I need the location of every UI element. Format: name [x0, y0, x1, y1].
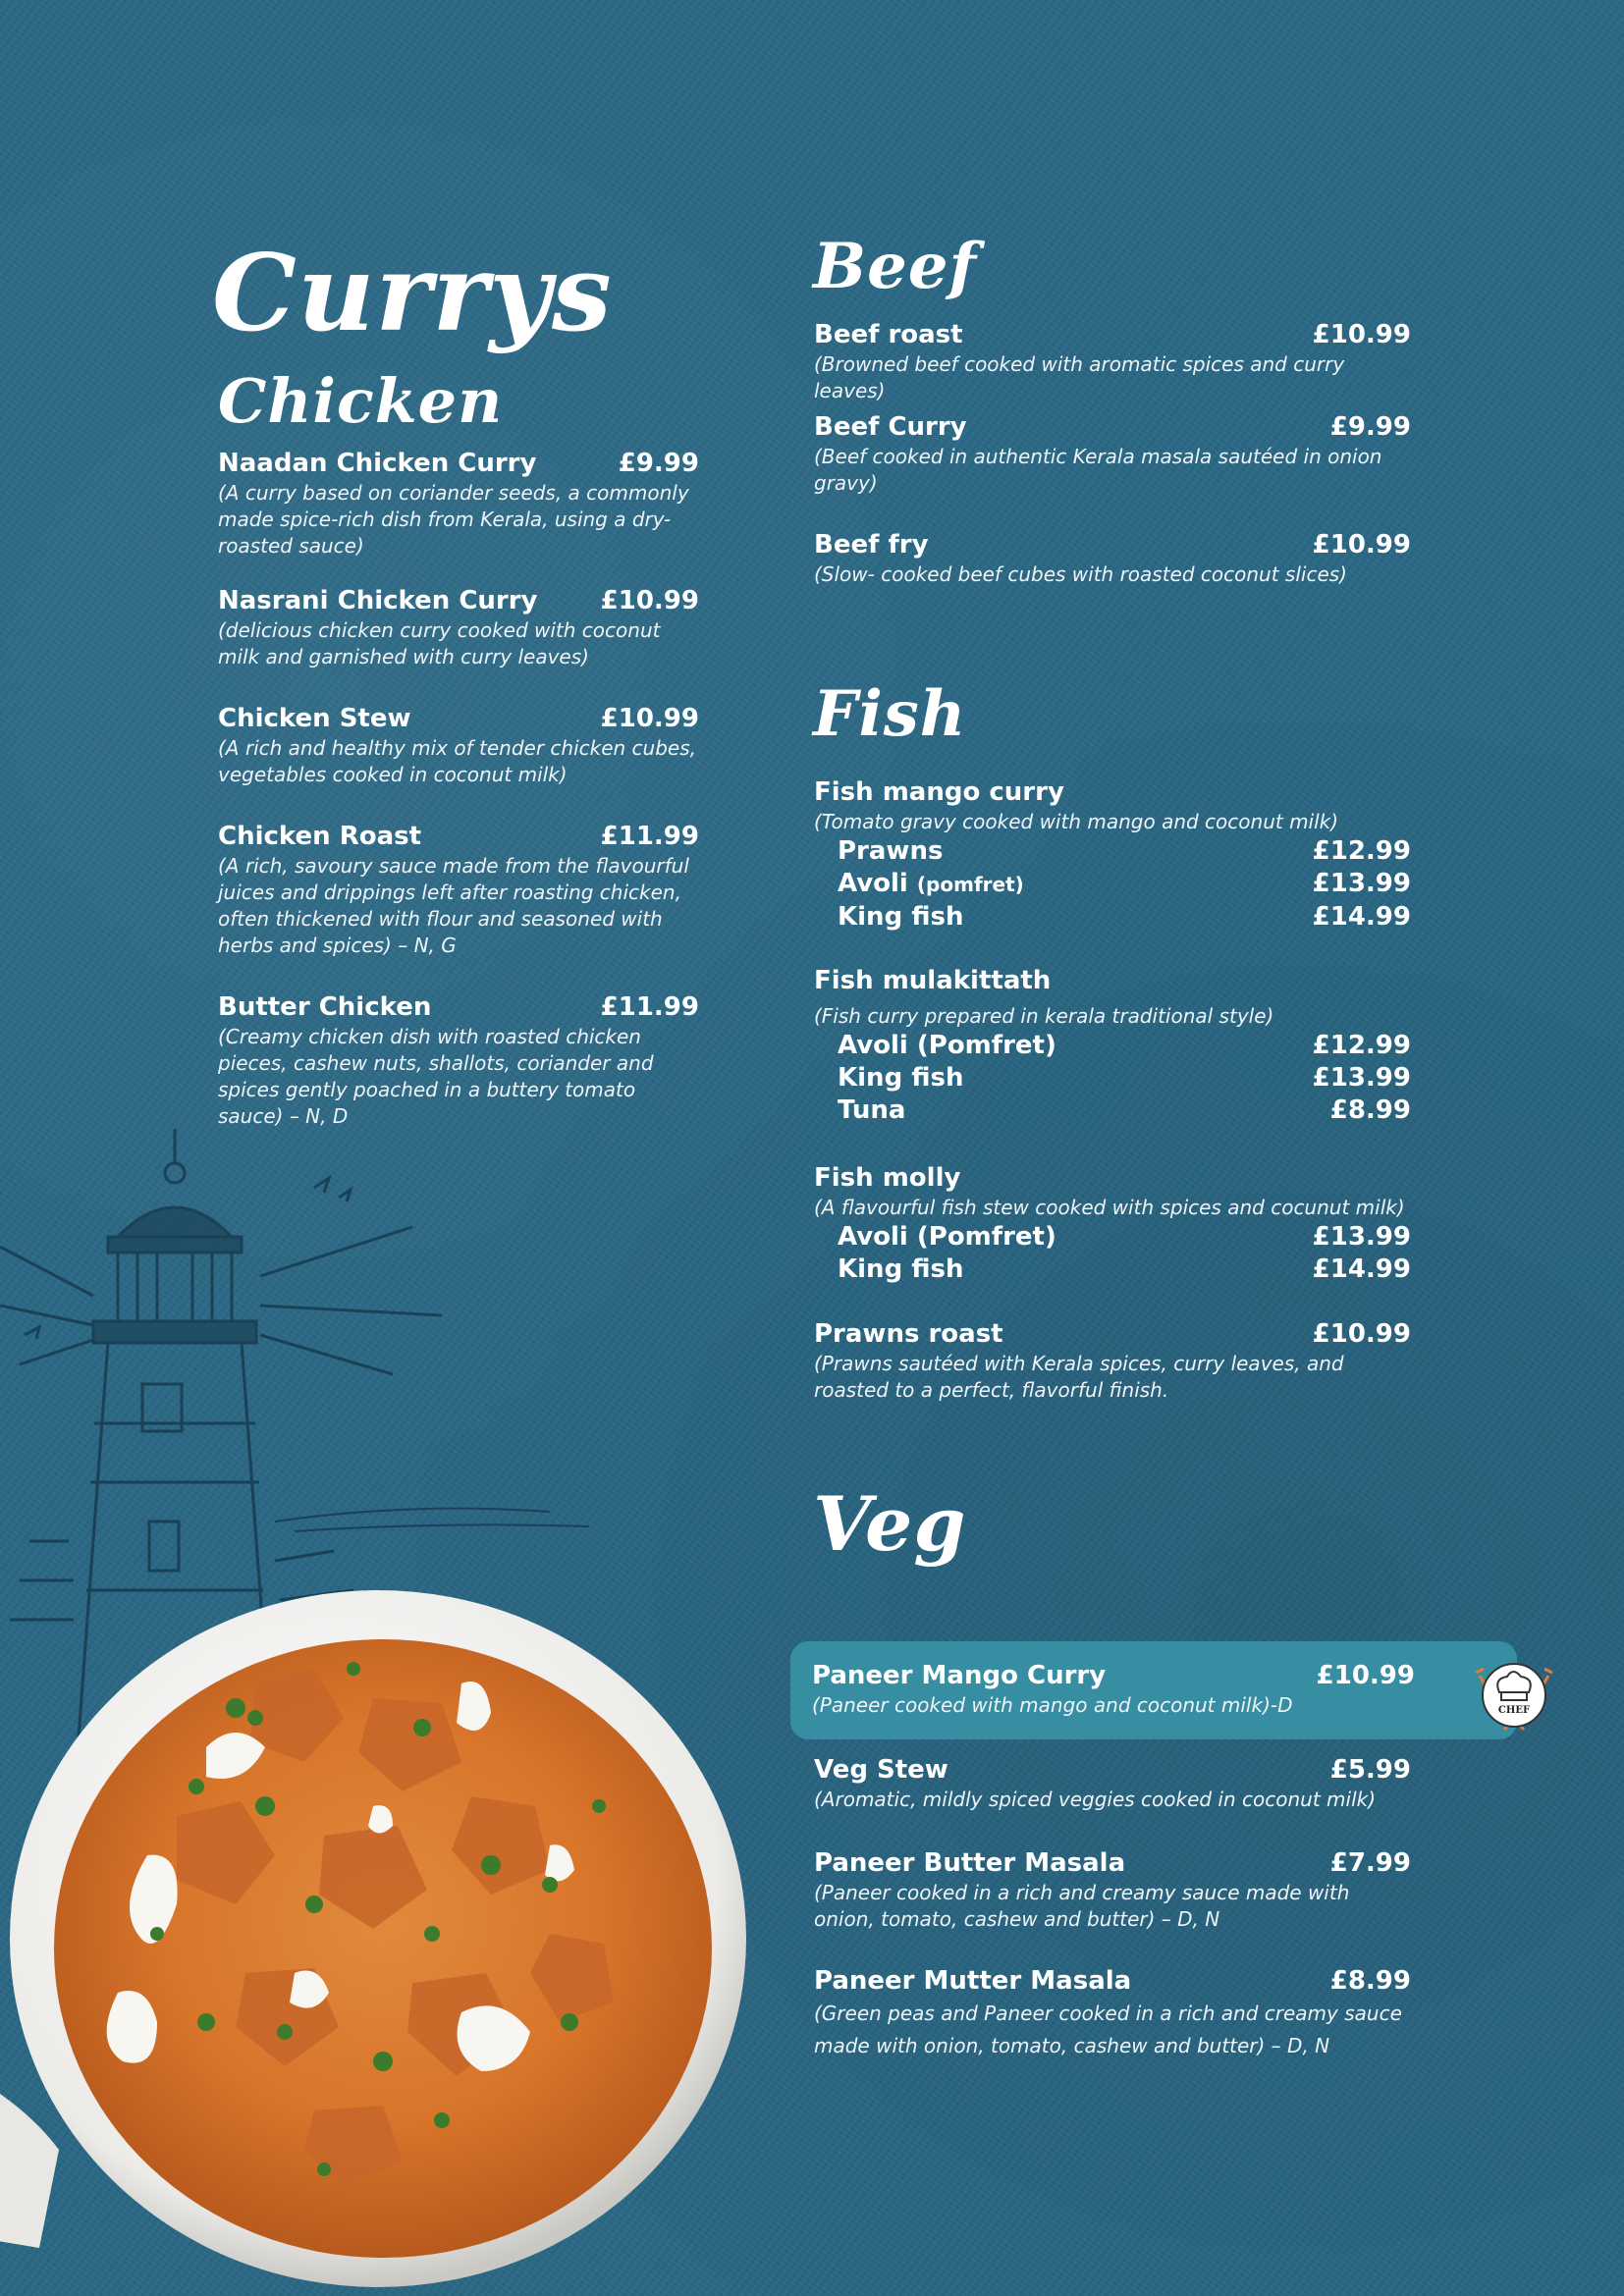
option-note: (pomfret): [916, 873, 1024, 896]
curry-bowl-image: [0, 1561, 766, 2296]
menu-item-beef-curry: [814, 412, 1411, 497]
item-price: £10.99: [600, 704, 699, 733]
item-name: Nasrani Chicken Curry: [218, 586, 538, 615]
item-name: Prawns roast: [814, 1319, 1003, 1349]
item-description: (Green peas and Paneer cooked in a rich and creamy sauce made with onion, tomato, cashew and butter) – D, N: [814, 2002, 1402, 2057]
item-price: £10.99: [1312, 530, 1411, 560]
item-description: (Creamy chicken dish with roasted chicken pieces, cashew nuts, shallots, coriander and spices gently poached in a buttery tomato sauce) – N, D: [218, 1025, 654, 1128]
chef-badge-text: CHEF: [1497, 1705, 1531, 1716]
menu-item-paneer-mutter-masala: [814, 1966, 1411, 2062]
option-name: Avoli (Pomfret): [838, 1031, 1056, 1060]
item-name: Beef roast: [814, 320, 963, 349]
item-name: Naadan Chicken Curry: [218, 449, 537, 478]
option-row: [838, 1062, 1411, 1095]
option-row: [838, 1030, 1411, 1062]
option-price: £8.99: [1329, 1095, 1411, 1125]
menu-item-chicken-stew: [218, 704, 699, 788]
item-description: (A rich and healthy mix of tender chicken cubes, vegetables cooked in coconut milk): [218, 736, 697, 786]
fish-heading: Fish: [813, 677, 967, 751]
veg-heading: Veg: [813, 1480, 967, 1568]
option-price: £14.99: [1312, 1255, 1411, 1284]
item-description: (Paneer cooked in a rich and creamy sauce made with onion, tomato, cashew and butter) – D, N: [814, 1881, 1350, 1931]
item-name: Beef Curry: [814, 412, 967, 442]
item-description: (Slow- cooked beef cubes with roasted coconut slices): [814, 562, 1347, 586]
option-name: Avoli: [838, 869, 908, 898]
option-price: £13.99: [1312, 869, 1411, 898]
chicken-heading: Chicken: [218, 365, 504, 437]
menu-item-paneer-butter-masala: [814, 1848, 1411, 1933]
item-name: Beef fry: [814, 530, 929, 560]
item-price: £8.99: [1329, 1966, 1411, 1996]
item-price: £10.99: [1312, 1319, 1411, 1349]
menu-item-paneer-mango-curry: [812, 1661, 1415, 1719]
item-price: £10.99: [600, 586, 699, 615]
item-price: £10.99: [1312, 320, 1411, 349]
option-name: King fish: [838, 1255, 964, 1284]
menu-item-fish-molly: [814, 1163, 1411, 1286]
menu-item-veg-stew: [814, 1755, 1411, 1813]
option-row: [838, 901, 1411, 934]
menu-item-beef-roast: [814, 320, 1411, 404]
item-name: Chicken Roast: [218, 822, 422, 851]
item-price: £10.99: [1316, 1661, 1415, 1690]
item-price: £7.99: [1329, 1848, 1411, 1878]
option-row: [838, 1254, 1411, 1286]
item-price: £9.99: [1329, 412, 1411, 442]
option-name: King fish: [838, 902, 964, 932]
option-price: £13.99: [1312, 1063, 1411, 1093]
item-description: (A rich, savoury sauce made from the flavourful juices and drippings left after roasting chicken, often thickened with flour and seasoned with herbs and spices) – N, G: [218, 854, 689, 957]
option-row: [838, 868, 1411, 901]
item-description: (A curry based on coriander seeds, a commonly made spice-rich dish from Kerala, using a dry-roasted sauce): [218, 481, 689, 558]
menu-item-fish-mulakittath: [814, 966, 1411, 1127]
option-price: £14.99: [1312, 902, 1411, 932]
item-name: Fish mulakittath: [814, 966, 1052, 995]
item-description: (A flavourful fish stew cooked with spices and cocunut milk): [814, 1196, 1405, 1219]
menu-item-fish-mango-curry: [814, 777, 1411, 934]
menu-item-beef-fry: [814, 530, 1411, 588]
menu-item-prawns-roast: [814, 1319, 1411, 1404]
item-description: (Beef cooked in authentic Kerala masala sautéed in onion gravy): [814, 445, 1382, 495]
menu-item-butter-chicken: [218, 992, 699, 1130]
item-description: (Tomato gravy cooked with mango and coconut milk): [814, 810, 1339, 833]
option-price: £13.99: [1312, 1222, 1411, 1252]
main-title: Currys: [212, 232, 613, 355]
item-description: (Aromatic, mildly spiced veggies cooked in coconut milk): [814, 1788, 1377, 1811]
option-price: £12.99: [1312, 1031, 1411, 1060]
option-row: [838, 1095, 1411, 1127]
item-description: (delicious chicken curry cooked with coconut milk and garnished with curry leaves): [218, 618, 661, 668]
item-name: Fish molly: [814, 1163, 961, 1193]
menu-item-naadan-chicken-curry: [218, 449, 699, 560]
item-name: Chicken Stew: [218, 704, 411, 733]
item-name: Fish mango curry: [814, 777, 1064, 807]
item-price: £5.99: [1329, 1755, 1411, 1785]
item-price: £11.99: [600, 992, 699, 1022]
option-name: King fish: [838, 1063, 964, 1093]
menu-item-chicken-roast: [218, 822, 699, 959]
item-name: Paneer Mango Curry: [812, 1661, 1107, 1690]
item-name: Butter Chicken: [218, 992, 432, 1022]
item-description: (Browned beef cooked with aromatic spices and curry leaves): [814, 352, 1345, 402]
option-name: Avoli (Pomfret): [838, 1222, 1056, 1252]
beef-heading: Beef: [813, 230, 978, 303]
option-name: Tuna: [838, 1095, 906, 1125]
item-name: Paneer Mutter Masala: [814, 1966, 1132, 1996]
item-name: Paneer Butter Masala: [814, 1848, 1126, 1878]
item-description: (Paneer cooked with mango and coconut milk)-D: [812, 1693, 1293, 1717]
option-row: [838, 835, 1411, 868]
option-price: £12.99: [1312, 836, 1411, 866]
option-row: [838, 1221, 1411, 1254]
item-description: (Prawns sautéed with Kerala spices, curry leaves, and roasted to a perfect, flavorful finish.: [814, 1352, 1344, 1402]
option-name: Prawns: [838, 836, 944, 866]
item-price: £11.99: [600, 822, 699, 851]
menu-item-nasrani-chicken-curry: [218, 586, 699, 670]
chef-hat-icon: [1470, 1651, 1558, 1739]
item-price: £9.99: [618, 449, 699, 478]
item-name: Veg Stew: [814, 1755, 948, 1785]
item-description: (Fish curry prepared in kerala traditional style): [814, 1004, 1274, 1028]
